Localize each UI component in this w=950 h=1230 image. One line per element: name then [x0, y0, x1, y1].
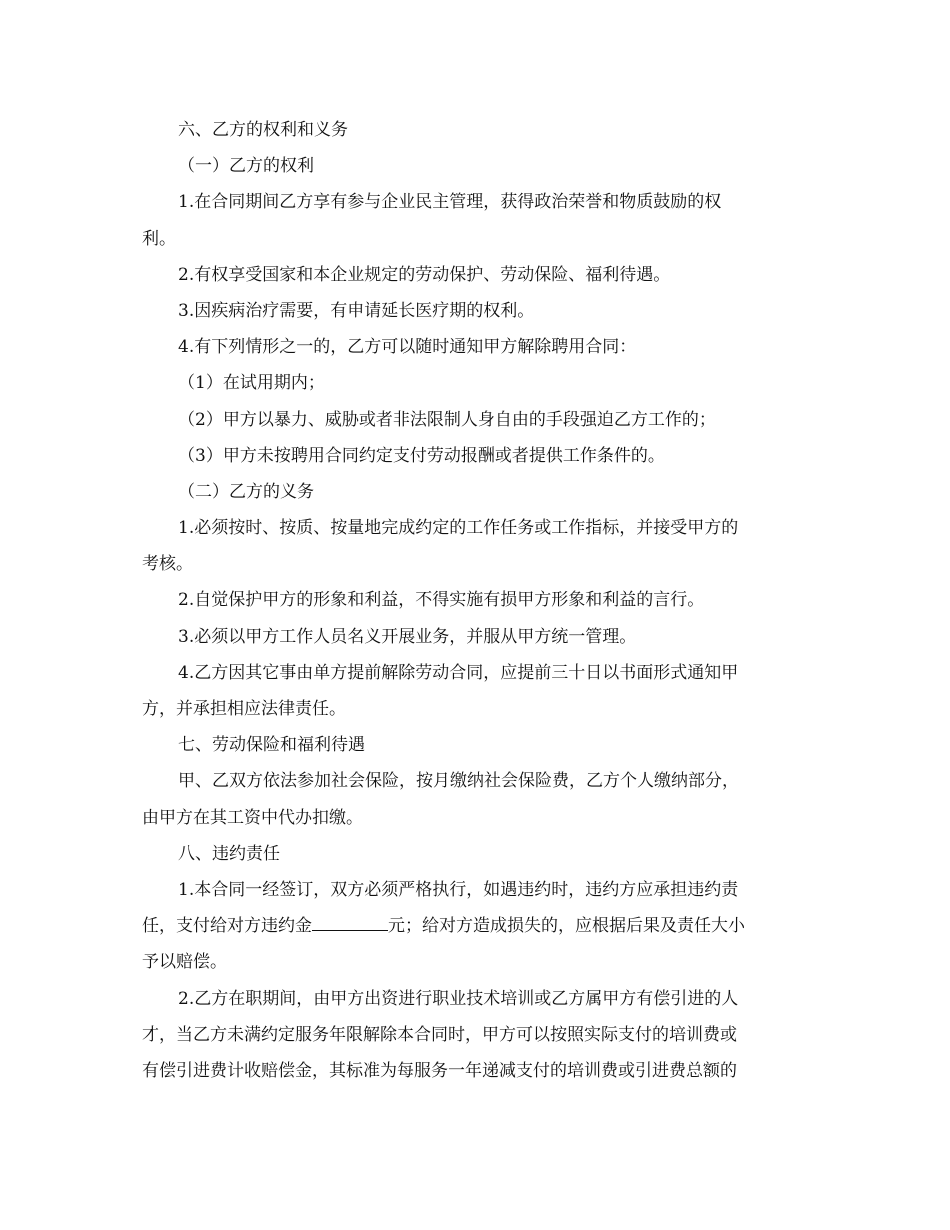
paragraph-line: 3.必须以甲方工作人员名义开展业务，并服从甲方统一管理。	[178, 626, 637, 647]
paragraph-line: 3.因疾病治疗需要，有申请延长医疗期的权利。	[178, 300, 535, 321]
subsection-heading-duties: （二）乙方的义务	[178, 481, 314, 502]
paragraph-line: 利。	[142, 228, 176, 249]
section-heading-7: 七、劳动保险和福利待遇	[178, 735, 365, 756]
paragraph-line: 有偿引进费计收赔偿金，其标准为每服务一年递减支付的培训费或引进费总额的	[142, 1060, 737, 1081]
list-item: （3）甲方未按聘用合同约定支付劳动报酬或者提供工作条件的。	[178, 445, 665, 466]
list-item: （1）在试用期内；	[178, 373, 325, 394]
paragraph-line: 考核。	[142, 554, 193, 575]
section-heading-8: 八、违约责任	[178, 843, 280, 864]
list-item: （2）甲方以暴力、威胁或者非法限制人身自由的手段强迫乙方工作的；	[178, 409, 716, 430]
document-page	[142, 112, 802, 1089]
paragraph-line: 甲、乙双方依法参加社会保险，按月缴纳社会保险费，乙方个人缴纳部分，	[178, 771, 739, 792]
paragraph-line: 由甲方在其工资中代办扣缴。	[142, 807, 363, 828]
paragraph-line: 1.本合同一经签订，双方必须严格执行，如遇违约时，违约方应承担违约责	[178, 879, 739, 900]
paragraph-line: 才，当乙方未满约定服务年限解除本合同时，甲方可以按照实际支付的培训费或	[142, 1024, 737, 1045]
paragraph-line: 2.自觉保护甲方的形象和利益，不得实施有损甲方形象和利益的言行。	[178, 590, 705, 611]
paragraph-line: 4.乙方因其它事由单方提前解除劳动合同，应提前三十日以书面形式通知甲	[178, 662, 739, 683]
paragraph-line: 1.必须按时、按质、按量地完成约定的工作任务或工作指标，并接受甲方的	[178, 518, 739, 539]
paragraph-line: 2.乙方在职期间，由甲方出资进行职业技术培训或乙方属甲方有偿引进的人	[178, 988, 739, 1009]
paragraph-line: 2.有权享受国家和本企业规定的劳动保护、劳动保险、福利待遇。	[178, 264, 671, 285]
subsection-heading-rights: （一）乙方的权利	[178, 156, 314, 177]
paragraph-line: 予以赔偿。	[142, 952, 227, 973]
paragraph-line	[142, 908, 802, 944]
blank-fill-line	[312, 912, 388, 931]
text-segment: 任，支付给对方违约金	[142, 916, 312, 937]
text-segment: 元；给对方造成损失的，应根据后果及责任大小	[388, 916, 745, 937]
paragraph-line: 方，并承担相应法律责任。	[142, 699, 346, 719]
paragraph-line: 4.有下列情形之一的，乙方可以随时通知甲方解除聘用合同：	[178, 337, 637, 358]
paragraph-line: 1.在合同期间乙方享有参与企业民主管理，获得政治荣誉和物质鼓励的权	[178, 192, 722, 213]
section-heading-6: 六、乙方的权利和义务	[178, 120, 348, 140]
